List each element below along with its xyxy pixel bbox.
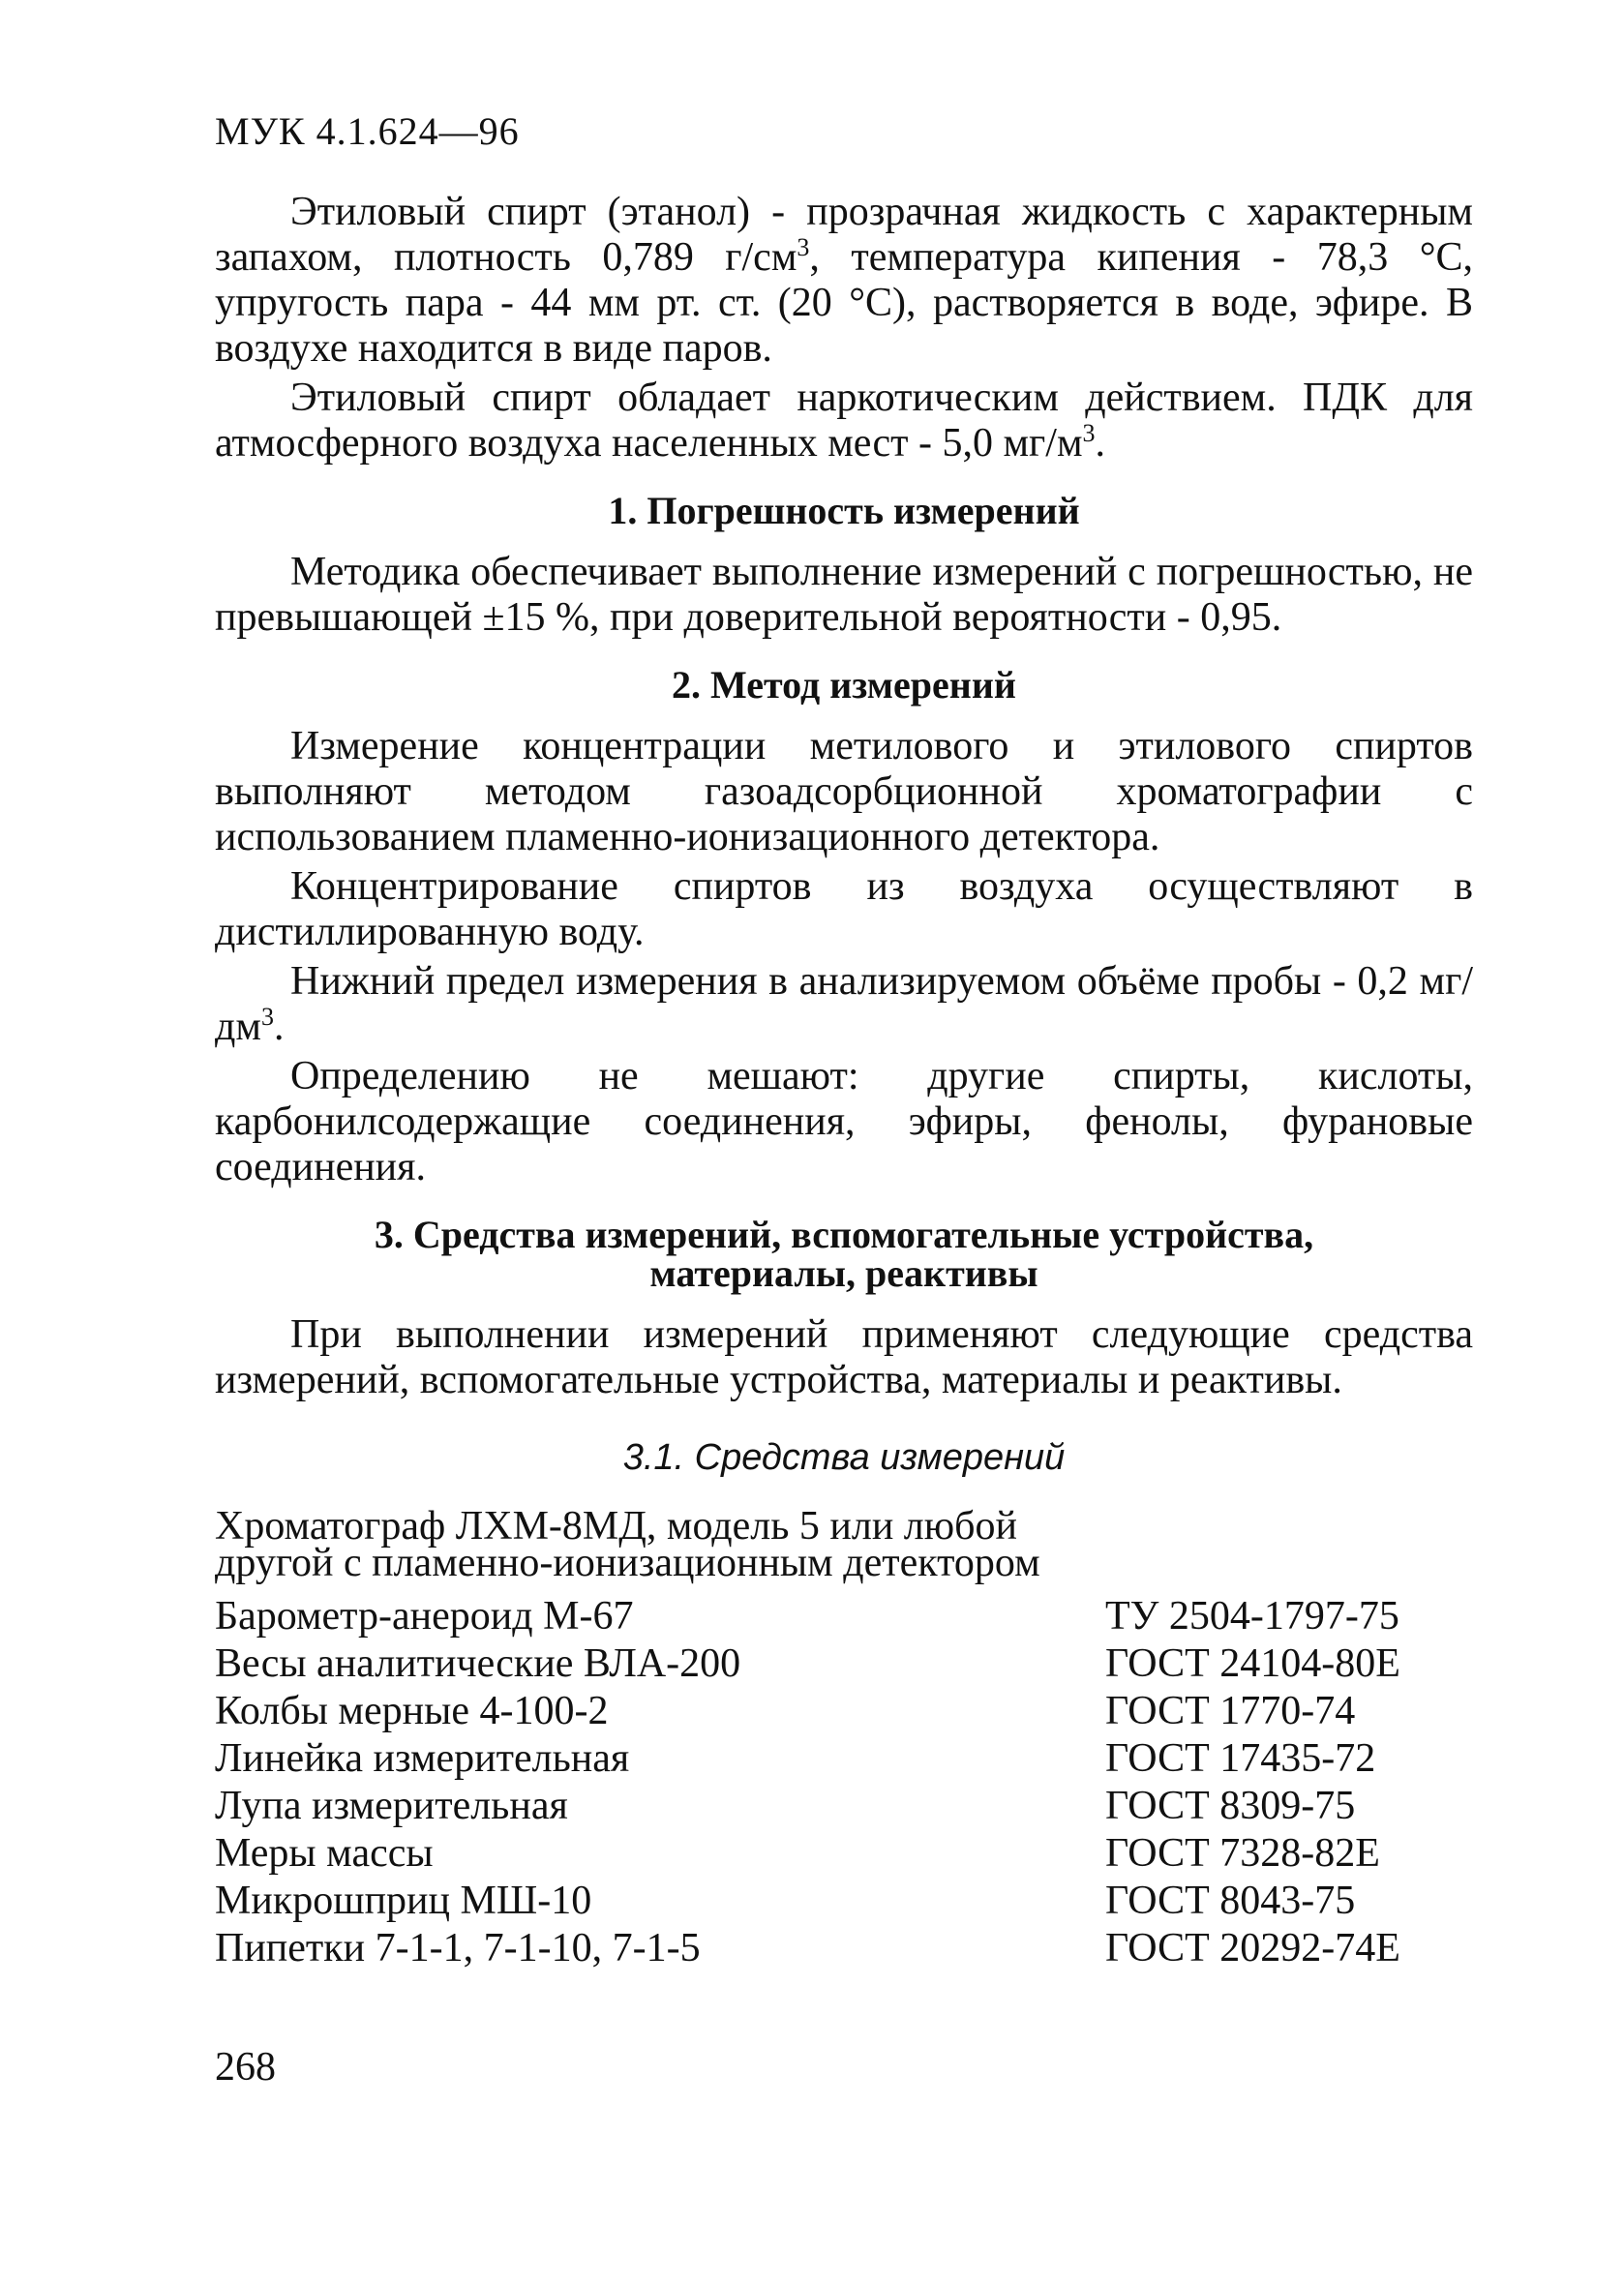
instrument-row (215, 1593, 1473, 1640)
intro-paragraph-1 (215, 190, 1473, 372)
instrument-standard: ГОСТ 24104-80Е (1105, 1641, 1400, 1686)
intro-text: Этиловый спирт (этанол) - прозрачная жидкость с характерным запахом, плотность 0,789 г/см (215, 190, 1473, 280)
instrument-standard: ГОСТ 20292-74Е (1105, 1926, 1400, 1970)
instrument-row (215, 1925, 1473, 1972)
section-3-title (215, 1213, 1473, 1295)
section-2-paragraph-3 (215, 959, 1473, 1050)
instrument-name: Лупа измерительная (215, 1784, 568, 1828)
instrument-name: Колбы мерные 4-100-2 (215, 1689, 609, 1733)
instrument-row (215, 1830, 1473, 1878)
section-1-paragraph: Методика обеспечивает выполнение измерений с погрешностью, не превышающей ±15 %, при доверительной вероятности - 0,95. (215, 550, 1473, 640)
instrument-lead-line-2: другой с пламенно-ионизационным детектором (215, 1541, 1040, 1585)
document-page (215, 108, 1473, 1972)
instrument-standard: ТУ 2504-1797-75 (1105, 1594, 1399, 1639)
superscript: 3 (260, 1003, 274, 1031)
intro-paragraph-2 (215, 376, 1473, 466)
section-3-title-line-1: 3. Средства измерений, вспомогательные устройства, (374, 1213, 1314, 1256)
instrument-name: Линейка измерительная (215, 1736, 630, 1781)
instrument-row (215, 1640, 1473, 1688)
section-2-title: 2. Метод измерений (672, 663, 1016, 707)
section-3-title-line-2: материалы, реактивы (649, 1251, 1038, 1295)
instrument-lead-line-1: Хроматограф ЛХМ-8МД, модель 5 или любой (215, 1504, 1017, 1549)
instrument-standard: ГОСТ 17435-72 (1105, 1736, 1376, 1781)
instrument-row (215, 1878, 1473, 1925)
superscript: 3 (1082, 419, 1096, 447)
instrument-standard: ГОСТ 8309-75 (1105, 1784, 1356, 1828)
intro-text: , температура кипения - 78,3 °С, упругость пара - 44 мм рт. ст. (20 °С), растворяется в воде, эфире. В воздухе находится в виде паров. (215, 235, 1473, 371)
instrument-row (215, 1735, 1473, 1783)
instrument-name: Пипетки 7-1-1, 7-1-10, 7-1-5 (215, 1926, 701, 1970)
instrument-standard: ГОСТ 8043-75 (1105, 1879, 1356, 1923)
section-1-title: 1. Погрешность измерений (608, 489, 1080, 532)
intro-text: Этиловый спирт обладает наркотическим действием. ПДК для атмосферного воздуха населенных мест - 5,0 мг/м (215, 376, 1473, 466)
instrument-name: Весы аналитические ВЛА-200 (215, 1641, 741, 1686)
instrument-list (215, 1504, 1473, 1972)
page-number: 268 (215, 2045, 276, 2090)
instrument-standard: ГОСТ 1770-74 (1105, 1689, 1356, 1733)
instrument-standard: ГОСТ 7328-82Е (1105, 1831, 1380, 1876)
subsection-3-1-title: 3.1. Средства измерений (622, 1437, 1066, 1478)
section-2-paragraph-4: Определению не мешают: другие спирты, кислоты, карбонилсодержащие соединения, эфиры, фенолы, фурановые соединения. (215, 1054, 1473, 1189)
instrument-name: Микрошприц МШ-10 (215, 1879, 592, 1923)
instrument-name: Барометр-анероид М-67 (215, 1594, 634, 1639)
document-header: МУК 4.1.624—96 (215, 109, 520, 153)
instrument-row (215, 1688, 1473, 1735)
paragraph-text: . (273, 1005, 285, 1049)
instrument-row (215, 1783, 1473, 1830)
superscript: 3 (797, 233, 810, 261)
intro-text: . (1095, 421, 1106, 466)
section-2-paragraph-2: Концентрирование спиртов из воздуха осуществляют в дистиллированную воду. (215, 864, 1473, 954)
instrument-name: Меры массы (215, 1831, 434, 1876)
instrument-lead-item (215, 1504, 1473, 1585)
paragraph-text: Нижний предел измерения в анализируемом объёме пробы - 0,2 мг/дм (215, 959, 1473, 1049)
section-2-paragraph-1: Измерение концентрации метилового и этилового спиртов выполняют методом газоадсорбционной хроматографии с использованием пламенно-ионизационного детектора. (215, 724, 1473, 859)
section-3-paragraph: При выполнении измерений применяют следующие средства измерений, вспомогательные устройства, материалы и реактивы. (215, 1312, 1473, 1402)
